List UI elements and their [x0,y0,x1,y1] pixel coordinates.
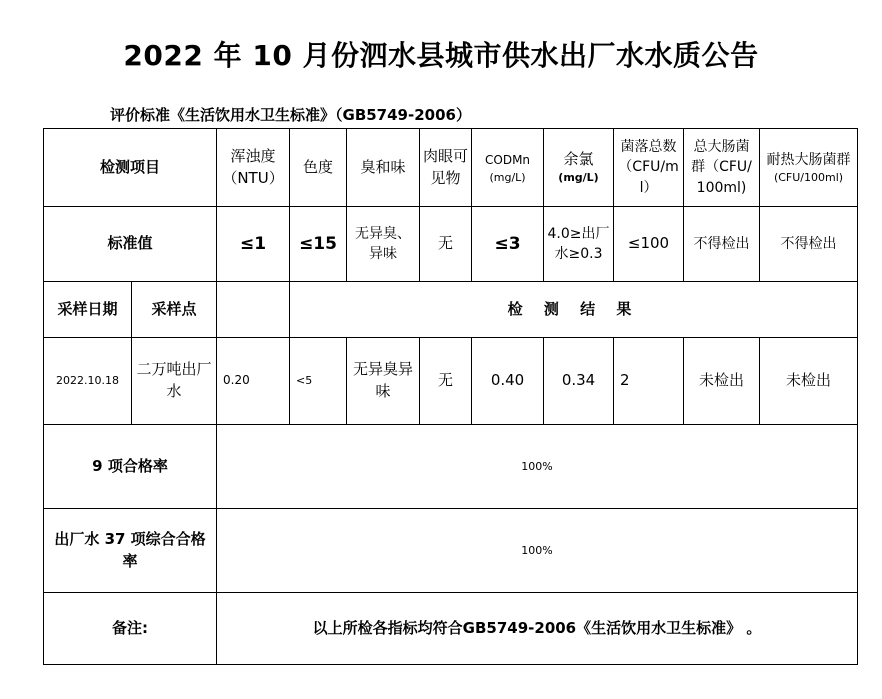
sample-point-label: 采样点 [132,282,217,338]
pass-9-value: 100% [217,425,858,509]
page-title: 2022 年 10 月份泗水县城市供水出厂水水质公告 [123,39,759,72]
header-turbidity: 浑浊度（NTU） [217,129,290,207]
header-chlorine [544,129,614,207]
header-visible: 肉眼可见物 [420,129,472,207]
sample-date: 2022.10.18 [44,338,132,425]
standard-color: ≤15 [290,207,347,282]
remark-text: 以上所检各指标均符合GB5749-2006《生活饮用水卫生标准》 。 [217,593,858,665]
header-thermo-coliform-unit: (CFU/100ml) [773,171,844,185]
empty-cell [217,282,290,338]
standard-visible: 无 [420,207,472,282]
sample-row [44,338,858,425]
remark-row [44,593,858,665]
header-odor: 臭和味 [347,129,420,207]
standard-label: 标准值 [44,207,217,282]
header-row [44,129,858,207]
sample-odor: 无异臭异味 [347,338,420,425]
evaluation-standard: 评价标准《生活饮用水卫生标准》（GB5749-2006） [110,106,471,124]
pass-9-row [44,425,858,509]
results-label: 检 测 结 果 [290,282,858,338]
standard-coliform: 不得检出 [684,207,760,282]
sample-point: 二万吨出厂水 [132,338,217,425]
water-quality-table [43,128,858,665]
header-codmn-unit: (mg/L) [489,171,526,185]
sample-codmn: 0.40 [472,338,544,425]
sample-turbidity: 0.20 [217,338,290,425]
sample-visible: 无 [420,338,472,425]
header-item-label: 检测项目 [44,129,217,207]
header-thermo-coliform [760,129,858,207]
standard-colony: ≤100 [614,207,684,282]
sample-chlorine: 0.34 [544,338,614,425]
pass-9-label: 9 项合格率 [44,425,217,509]
sample-header-row [44,282,858,338]
pass-37-value: 100% [217,509,858,593]
standard-thermo-coliform: 不得检出 [760,207,858,282]
remark-label: 备注: [44,593,217,665]
header-codmn [472,129,544,207]
sample-color: <5 [290,338,347,425]
sample-coliform: 未检出 [684,338,760,425]
pass-37-label: 出厂水 37 项综合合格率 [44,509,217,593]
standard-turbidity: ≤1 [217,207,290,282]
header-chlorine-unit: (mg/L) [558,171,599,185]
sample-thermo-coliform: 未检出 [760,338,858,425]
standard-chlorine: 4.0≥出厂水≥0.3 [544,207,614,282]
standard-codmn: ≤3 [472,207,544,282]
sample-date-label: 采样日期 [44,282,132,338]
header-codmn-label: CODMn [485,152,531,167]
header-coliform: 总大肠菌群（CFU/100ml) [684,129,760,207]
standard-row [44,207,858,282]
header-color: 色度 [290,129,347,207]
header-chlorine-label: 余氯 [563,149,594,168]
pass-37-row [44,509,858,593]
header-colony: 菌落总数（CFU/ml） [614,129,684,207]
sample-colony: 2 [614,338,684,425]
standard-odor: 无异臭、异味 [347,207,420,282]
header-thermo-coliform-label: 耐热大肠菌群 [766,151,851,168]
